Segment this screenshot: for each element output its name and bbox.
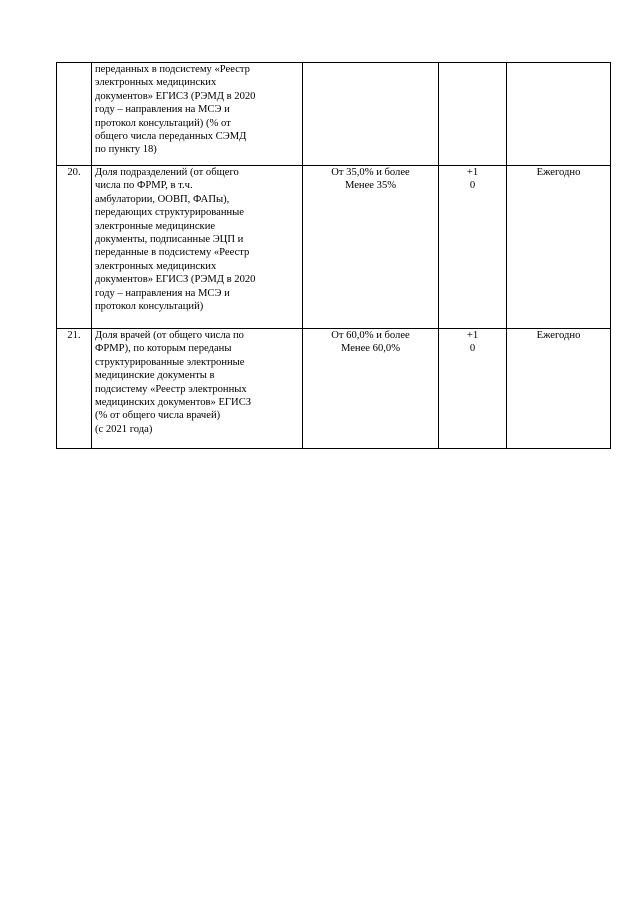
indicator-text xyxy=(92,329,303,449)
indicator-text-body: Доля подразделений (от общего числа по ФРМР, в т.ч. амбулатории, ООВП, ФАПы), передающих структурированные электронные медицинские документы, подписанные ЭЦП и переданные в подсистему «Реестр электронных медицинских документов» ЕГИСЗ (РЭМД в 2020 году – направления на МСЭ и протокол консультаций) xyxy=(95,167,256,313)
criteria-value-low: Менее 35% xyxy=(344,180,397,192)
indicator-text xyxy=(92,166,303,329)
points-high: +1 xyxy=(466,330,479,341)
table-row xyxy=(57,329,611,449)
criteria-value-high: От 60,0% и более xyxy=(331,330,410,341)
points-values xyxy=(439,166,507,329)
criteria-value-low: Менее 60,0% xyxy=(340,343,401,355)
period: Ежегодно xyxy=(507,329,611,449)
table-row xyxy=(57,166,611,329)
row-number xyxy=(57,63,92,166)
criteria-values xyxy=(303,329,439,449)
table-row xyxy=(57,63,611,166)
indicator-text-body: переданных в подсистему «Реестр электронных медицинских документов» ЕГИСЗ (РЭМД в 2020 году – направления на МСЭ и протокол консультаций) (% от общего числа переданных СЭМД по пункту 18) xyxy=(95,64,256,156)
points-values xyxy=(439,63,507,166)
points-low: 0 xyxy=(469,343,476,355)
period: Ежегодно xyxy=(507,166,611,329)
criteria-values xyxy=(303,63,439,166)
points-values xyxy=(439,329,507,449)
period xyxy=(507,63,611,166)
row-number: 20. xyxy=(57,166,92,329)
indicator-text-body: Доля врачей (от общего числа по ФРМР), по которым переданы структурированные электронные медицинские документы в подсистему «Реестр электронных медицинских документов» ЕГИСЗ (% от общего числа врачей) (с 2021 года) xyxy=(95,330,252,435)
criteria-values xyxy=(303,166,439,329)
points-high: +1 xyxy=(466,167,479,178)
points-low: 0 xyxy=(469,180,476,192)
criteria-value-high: От 35,0% и более xyxy=(331,167,410,178)
indicator-text xyxy=(92,63,303,166)
row-number: 21. xyxy=(57,329,92,449)
criteria-table xyxy=(56,62,611,449)
